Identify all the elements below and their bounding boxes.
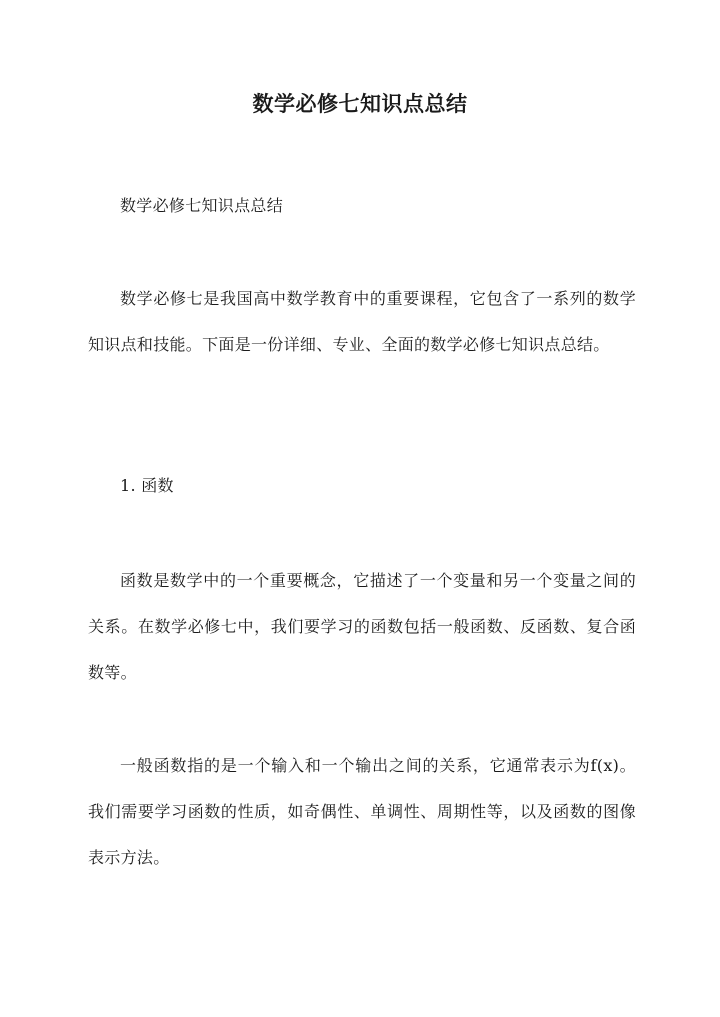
general-function-paragraph: 一般函数指的是一个输入和一个输出之间的关系，它通常表示为f(x)。我们需要学习函数的性质，如奇偶性、单调性、周期性等，以及函数的图像表示方法。 bbox=[88, 756, 636, 867]
document-subtitle-paragraph: 数学必修七知识点总结 bbox=[120, 196, 284, 215]
section-heading-functions: 1. 函数 bbox=[120, 476, 174, 495]
intro-paragraph: 数学必修七是我国高中数学教育中的重要课程，它包含了一系列的数学知识点和技能。下面是一份详细、专业、全面的数学必修七知识点总结。 bbox=[88, 289, 636, 354]
document-title: 数学必修七知识点总结 bbox=[252, 91, 468, 116]
functions-definition-paragraph: 函数是数学中的一个重要概念，它描述了一个变量和另一个变量之间的关系。在数学必修七中，我们要学习的函数包括一般函数、反函数、复合函数等。 bbox=[88, 571, 636, 682]
